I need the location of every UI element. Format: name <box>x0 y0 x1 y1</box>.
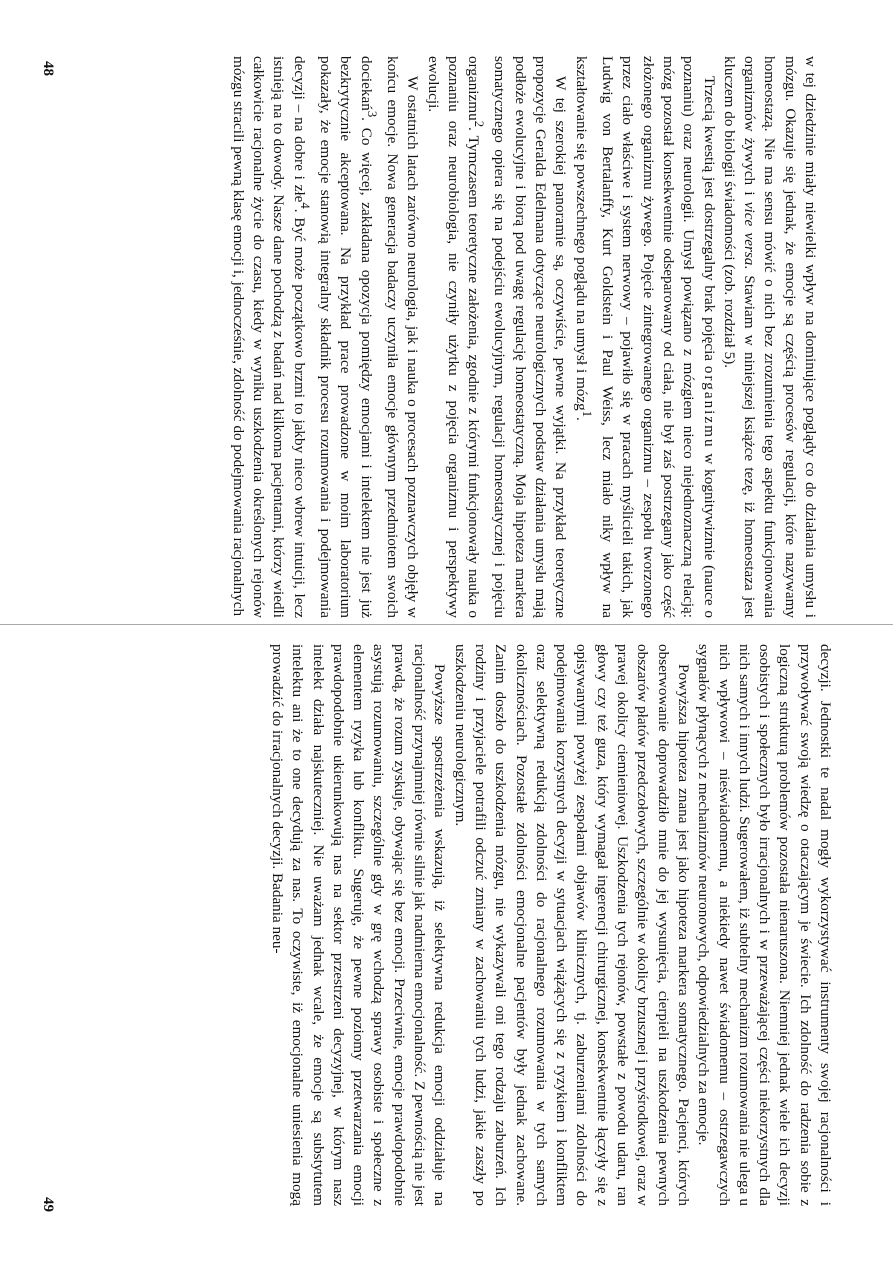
footnote-marker: 1 <box>579 410 594 418</box>
paragraph <box>422 56 570 618</box>
spaced-text: organizmu <box>700 365 718 449</box>
footnote-marker: 4 <box>297 202 312 209</box>
paragraph-text: W tej szerokiej panoramie są, oczywiście, pewne wyjątki. Na przykład teoretyczne propozycje Geralda Edelmana dotyczące neurologicznych podstaw działania umysłu mają podłoże ewolucyjne i biorą pod uwagę regulację homeostatyczną. Moja hipoteza markera somatycznego opiera się na podejściu ewolucyjnym, regulacji homeostatycznej i pojęciu organizmu <box>465 56 570 618</box>
paragraph <box>719 56 820 618</box>
paragraph <box>227 56 422 618</box>
paragraph: Powyższa hipoteza znana jest jako hipoteza markera somatycznego. Pacjenci, których obserwowanie doprowadziło mnie do jej wysunięcia, cierpieli na uszkodzenia pewnych obszarów płatów przedczołowych, szczególnie w okolicy brzusznej i przyśrodkowej, oraz w prawej okolicy ciemieniowej. Uszkodzenia tych rejonów, powstałe z powodu udaru, ran głowy czy też guza, który wymagał ingerencji chirurgicznej, konsekwentnie łączyły się z opisywanymi powyżej zespołami objawów klinicznych, tj. zaburzeniami zdolności do podejmowania korzystnych decyzji w sytuacjach wiążących się z ryzykiem i konfliktem oraz selektywną redukcją zdolności do racjonalnego rozumowania w tych samych okolicznościach. Pozostałe zdolności emocjonalne pacjentów były jednak zachowane. Zanim doszło do uszkodzenia mózgu, nie wykazywali oni tego rodzaju zaburzeń. Ich rodziny i przyjaciele potrafili odczuć zmiany w zachowaniu tych ludzi, jakie zaszły po uszkodzeniu neurologicznym. <box>451 644 692 1206</box>
paragraph-text: . Tymczasem teoretyczne założenia, zgodnie z którymi funkcjonowały nauka o poznaniu oraz neurobiologia, nie czyniły użytku z pojęcia organizmu i perspektywy ewolucji. <box>424 56 483 618</box>
paragraph: Trzecią kwestią jest dostrzegalny brak pojęcia organizmu w kognitywizmie (nauce o poznaniu) oraz neurologii. Umysł powiązano z mózgiem nieco niejednoznaczną relacją: mózg pozostał konsekwentnie odseparowany od ciała, nie był zaś postrzegany jako część złożonego organizmu żywego. Pojęcie zintegrowanego organizmu – zespołu tworzonego przez ciało właściwe i system nerwowy – pojawiło się w pracach myślicieli takich, jak Ludwig von Bertalanffy, Kurt Goldstein i Paul Weiss, lecz miało niky wpływ na kształtowanie się powszechnego poglądu na umysł i mózg$^1$. <box>572 56 718 619</box>
paragraph-text: emocji i, jednocześnie, zdolność do podejmowania racjonalnych <box>229 224 247 617</box>
footnote-marker: 2 <box>472 120 487 128</box>
page-48 <box>0 0 893 624</box>
page-number: 48 <box>40 61 56 76</box>
paragraph: decyzji. Jednostki te nadal mogły wykorzystywać instrumenty swojej racjonalności i przywoływać swoją wiedzę o otaczającym je świecie. Ich zdolność do radzenia sobie z logiczną strukturą problemów pozostała nienaruszona. Niemniej jednak wiele ich decyzji osobistych i społecznych było irracjonalnych i w przeważającej części niekorzystnych dla nich samych i innych ludzi. Sugerowałem, iż subtelny mechanizm rozumowania nie ulega u nich wpływowi – nieświadomemu, a niekiedy nawet świadomemu – ostrzegawczych sygnałów płynących z mechanizmów neuronowych, odpowiedzialnych za emocje. <box>695 644 834 1206</box>
paragraph-text: . Być może początkowo brzmi to jakby nieco wbrew intuicji, lecz istnieją na to dowody. Nasze dane pochodzą z badań nad kilkoma pacjentami, którzy wiedli całkowicie racjonalne życie do czasu, kiedy w wyniku uszkodzenia określonych rejonów mózgu stracili pewną klasę <box>229 56 308 619</box>
page-divider <box>0 624 893 625</box>
page-49-text-column <box>65 644 835 1206</box>
paragraph-text: W ostatnich latach zarówno neurologia, jak i nauka o procesach poznawczych objęły w końcu emocje. Nowa generacja badaczy uczyniła emocje głównym przedmiotem swoich dociekań <box>357 56 422 618</box>
page-49 <box>0 638 893 1263</box>
page-number: 49 <box>40 1197 56 1212</box>
page-48-text-column <box>70 56 820 618</box>
paragraph-text: . Stawiam w niniejszej książce tezę, iż homeostaza jest kluczem do biologii świadomości (zob. rozdział 5). <box>720 56 759 619</box>
paragraph-text: w tej dziedzinie miały niewielki wpływ na dominujące poglądy co do działania umysłu i mózgu. Okazuje się jednak, że emocje są częścią procesów regulacji, które nazywamy homeostazą. Nie ma sensu mówić o nich bez zrozumienia tego aspektu funkcjonowania organizmów żywych i <box>741 56 819 618</box>
paragraph-text: Trzecią kwestią jest dostrzegalny brak pojęcia <box>700 76 718 362</box>
paragraph: Powyższe spostrzeżenia wskazują, iż selektywna redukcja emocji oddziałuje na racjonalność przynajmniej równie silnie jak nadmierna emocjonalność. Z pewnością nie jest prawdą, że rozum zyskuje, obywając się bez emocji. Przeciwnie, emocje prawdopodobnie asystują rozumowaniu, szczególnie gdy w grę wchodzą sprawy osobiste i społeczne z elementem ryzyka lub konfliktu. Sugeruję, że pewne poziomy przetwarzania emocji prawdopodobnie ukierunkowują nas na sektor przestrzeni decyzyjnej, w którym nasz intelekt działa najskuteczniej. Nie uważam jednak wcale, że emocje są substytutem intelektu ani że to one decydują za nas. To oczywiste, iż emocjonalne uniesienia mogą prowadzić do irracjonalnych decyzji. Badania neu- <box>268 644 449 1206</box>
paragraph-text: . Co więcej, zakładana opozycja pomiędzy emocjami i intelektem nie jest już bezkrytycznie akceptowana. Na przykład prace prowadzone w moim laboratorium pokazały, że emocje stanowią integralny składnik procesu rozumowania i podejmowania decyzji – na dobre i złe <box>290 56 375 618</box>
footnote-marker: 3 <box>364 110 379 118</box>
paragraph-text: w kognitywizmie (nauce o poznaniu) oraz neurologii. Umysł powiązano z mózgiem nieco niejednoznaczną relacją: mózg pozostał konsekwentnie odseparowany od ciała, nie był zaś postrzegany jako część złożonego organizmu żywego. Pojęcie zintegrowanego organizmu – zespołu tworzonego przez ciało właściwe i system nerwowy – pojawiło się w pracach myślicieli takich, jak Ludwig von Bertalanffy, Kurt Goldstein i Paul Weiss, lecz miało niky wpływ na kształtowanie się powszechnego poglądu na umysł i mózg <box>572 56 718 619</box>
italic-text: vice versa <box>741 201 759 266</box>
